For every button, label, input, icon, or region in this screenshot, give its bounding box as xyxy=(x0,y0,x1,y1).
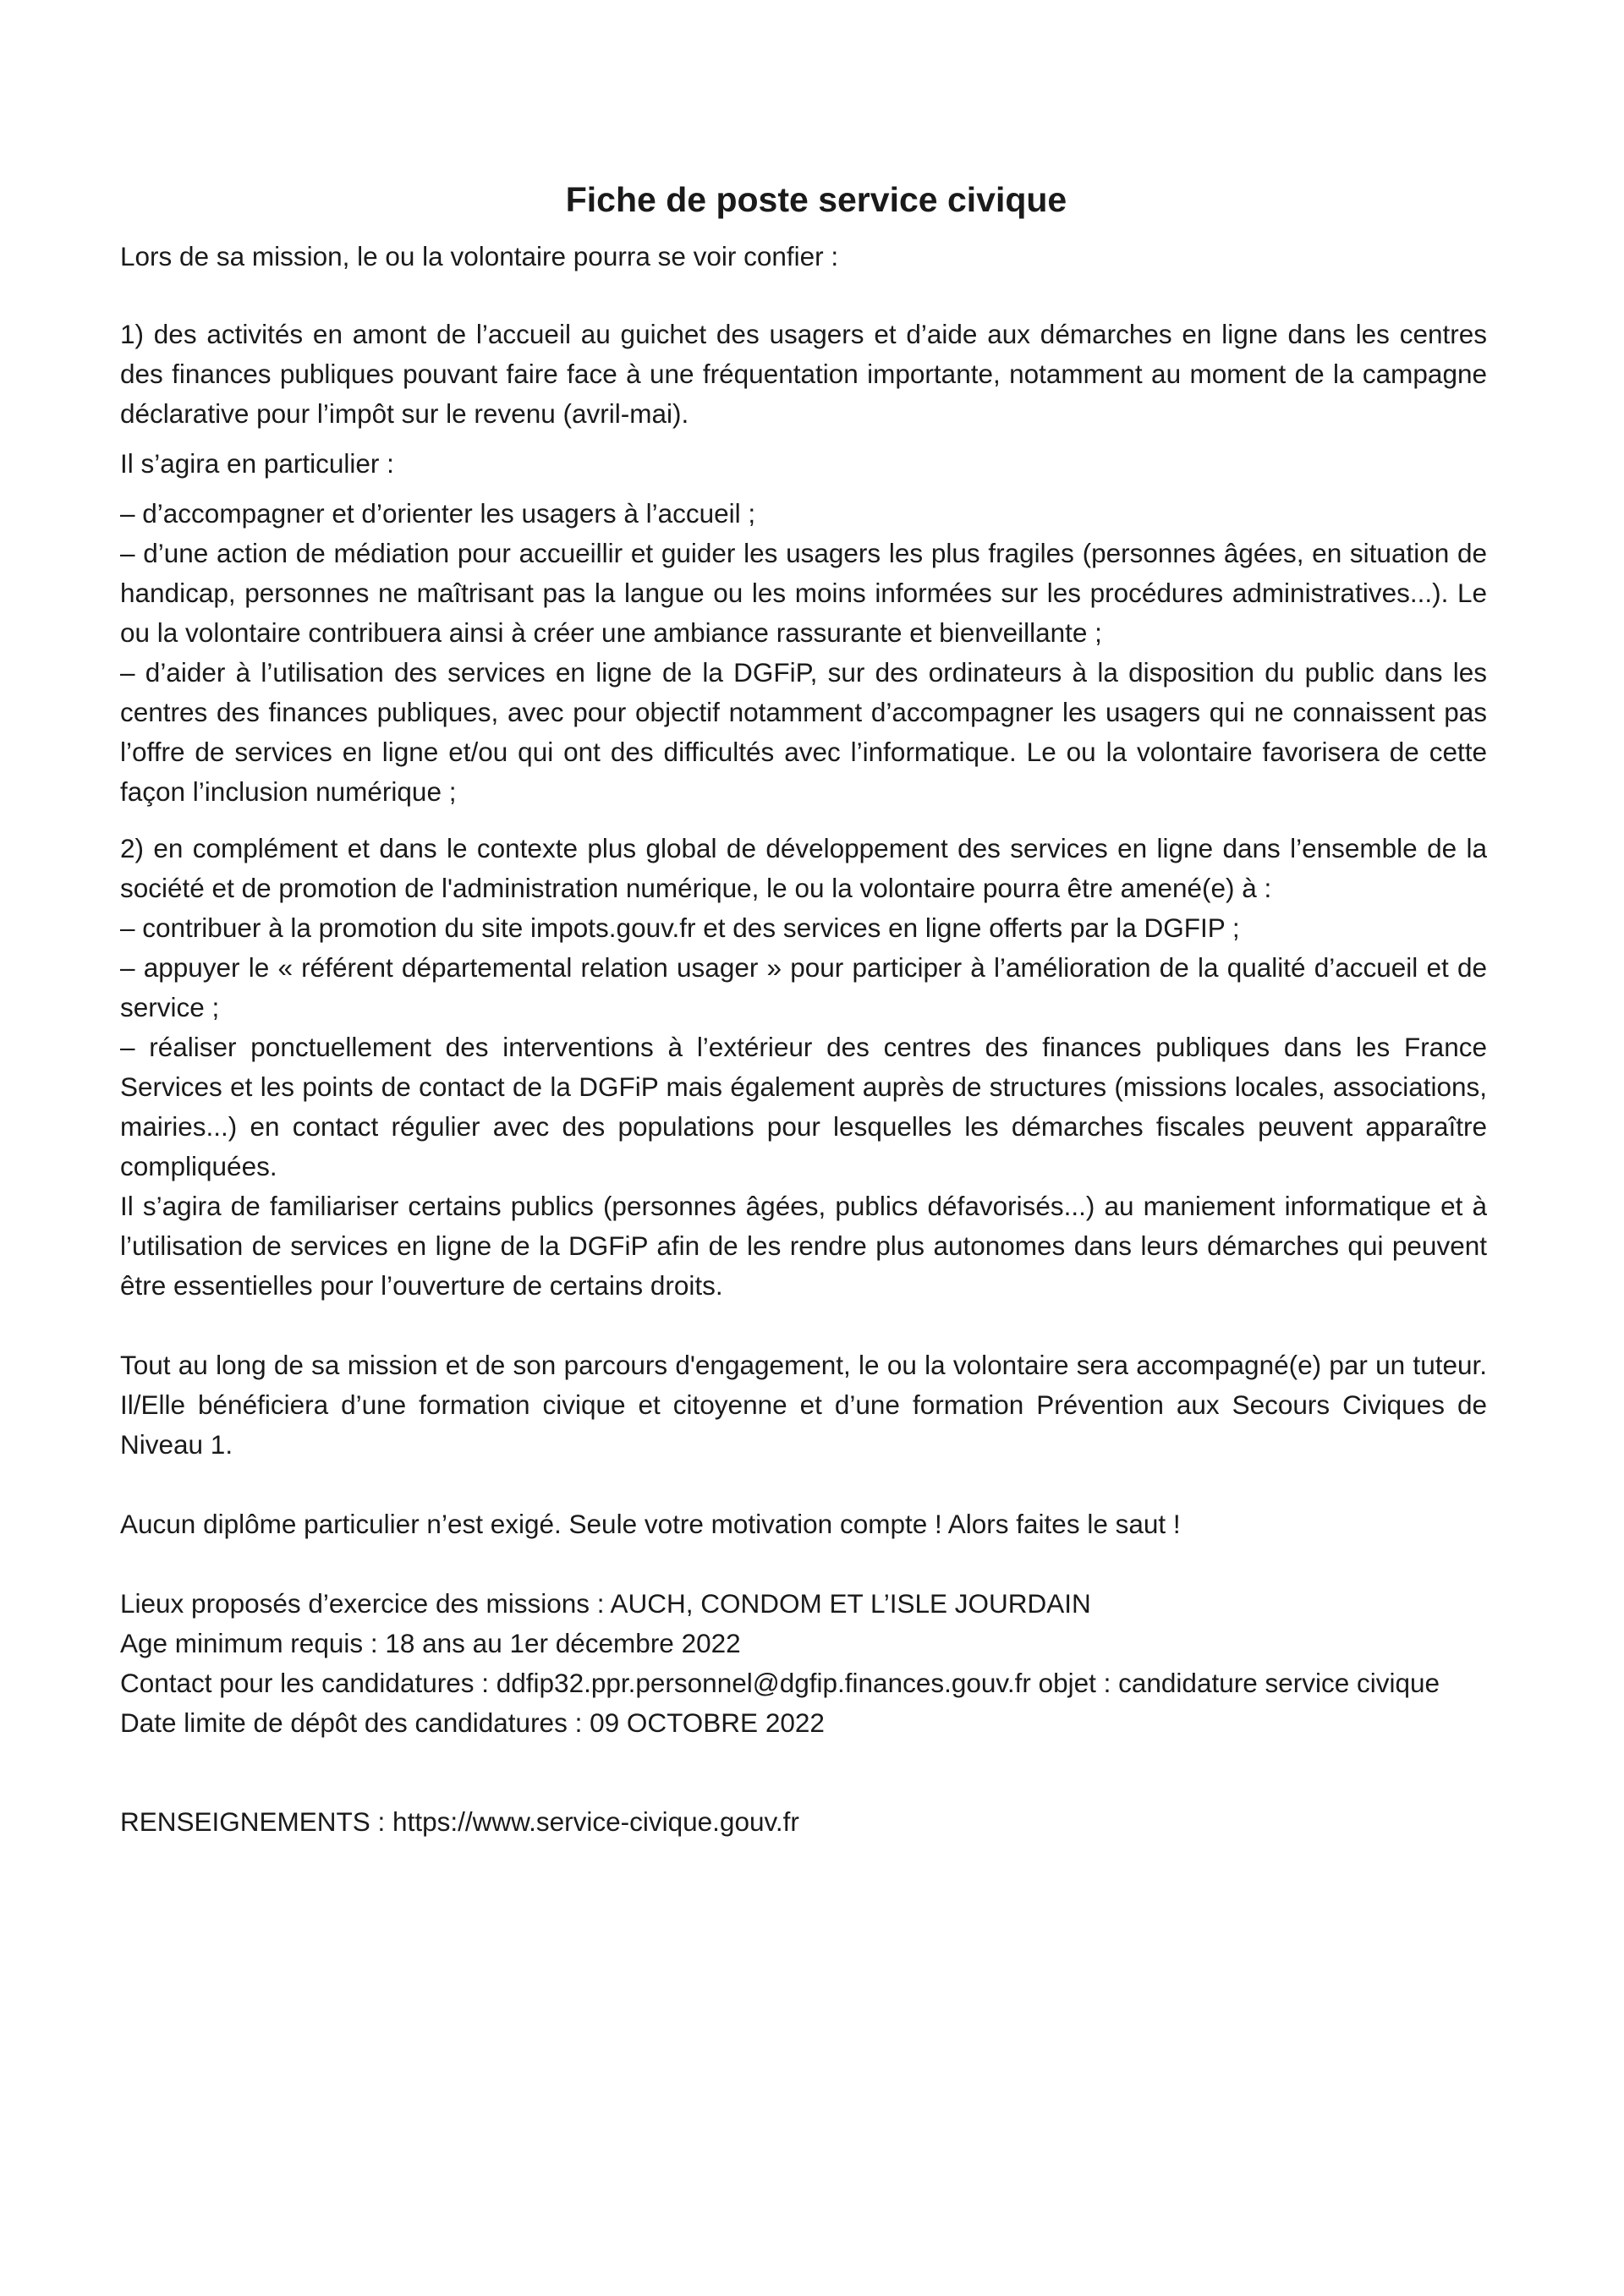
tutor-paragraph: Tout au long de sa mission et de son parcours d'engagement, le ou la volontaire sera accompagné(e) par un tuteur. Il/Elle bénéficiera d’une formation civique et citoyenne et d’une formation Prévention aux Secours Civiques de Niveau 1. xyxy=(120,1350,1487,1460)
section-2-bullet: – réaliser ponctuellement des interventions à l’extérieur des centres des finances publiques dans les France Services et les points de contact de la DGFiP mais également auprès de structures (missions locales, associations, mairies...) en contact régulier avec des populations pour lesquelles les démarches fiscales peuvent apparaître compliquées. xyxy=(120,1032,1487,1181)
section-2 xyxy=(120,829,1487,1306)
intro-paragraph: Lors de sa mission, le ou la volontaire pourra se voir confier : xyxy=(120,241,839,271)
document-body xyxy=(120,176,1487,1842)
section-1-bullet: – d’une action de médiation pour accueillir et guider les usagers les plus fragiles (personnes âgées, en situation de handicap, personnes ne maîtrisant pas la langue ou les moins informées sur les procédures administratives...). Le ou la volontaire contribuera ainsi à créer une ambiance rassurante et bienveillante ; xyxy=(120,538,1487,648)
contact-line: Contact pour les candidatures : ddfip32.ppr.personnel@dgfip.finances.gouv.fr objet : candidature service civique xyxy=(120,1668,1440,1698)
section-2-bullet: – contribuer à la promotion du site impots.gouv.fr et des services en ligne offerts par la DGFIP ; xyxy=(120,912,1240,943)
age-line: Age minimum requis : 18 ans au 1er décembre 2022 xyxy=(120,1628,741,1658)
section-1-text: 1) des activités en amont de l’accueil au guichet des usagers et d’aide aux démarches en ligne dans les centres des finances publiques pouvant faire face à une fréquentation importante, notamment au moment de la campagne déclarative pour l’impôt sur le revenu (avril-mai). xyxy=(120,319,1487,429)
locations-line: Lieux proposés d’exercice des missions : AUCH, CONDOM ET L’ISLE JOURDAIN xyxy=(120,1588,1091,1619)
section-1 xyxy=(120,315,1487,812)
renseignements-line: RENSEIGNEMENTS : https://www.service-civique.gouv.fr xyxy=(120,1806,799,1837)
document-title: Fiche de poste service civique xyxy=(565,180,1067,219)
section-2-closing: Il s’agira de familiariser certains publics (personnes âgées, publics défavorisés...) au maniement informatique et à l’utilisation de services en ligne de la DGFiP afin de les rendre plus autonomes dans leurs démarches qui peuvent être essentielles pour l’ouverture de certains droits. xyxy=(120,1191,1487,1301)
section-1-bullet: – d’aider à l’utilisation des services en ligne de la DGFiP, sur des ordinateurs à la disposition du public dans les centres des finances publiques, avec pour objectif notamment d’accompagner les usagers qui ne connaissent pas l’offre de services en ligne et/ou qui ont des difficultés avec l’informatique. Le ou la volontaire favorisera de cette façon l’inclusion numérique ; xyxy=(120,657,1487,807)
motivation-line: Aucun diplôme particulier n’est exigé. Seule votre motivation compte ! Alors faites le saut ! xyxy=(120,1509,1181,1539)
section-1-lead: Il s’agira en particulier : xyxy=(120,448,394,479)
info-block xyxy=(120,1584,1487,1743)
section-1-bullet: – d’accompagner et d’orienter les usagers à l’accueil ; xyxy=(120,498,756,529)
section-2-text: 2) en complément et dans le contexte plus global de développement des services en ligne dans l’ensemble de la société et de promotion de l'administration numérique, le ou la volontaire pourra être amené(e) à : xyxy=(120,833,1487,903)
section-2-bullet: – appuyer le « référent départemental relation usager » pour participer à l’amélioration de la qualité d’accueil et de service ; xyxy=(120,952,1487,1022)
deadline-line: Date limite de dépôt des candidatures : 09 OCTOBRE 2022 xyxy=(120,1707,825,1738)
